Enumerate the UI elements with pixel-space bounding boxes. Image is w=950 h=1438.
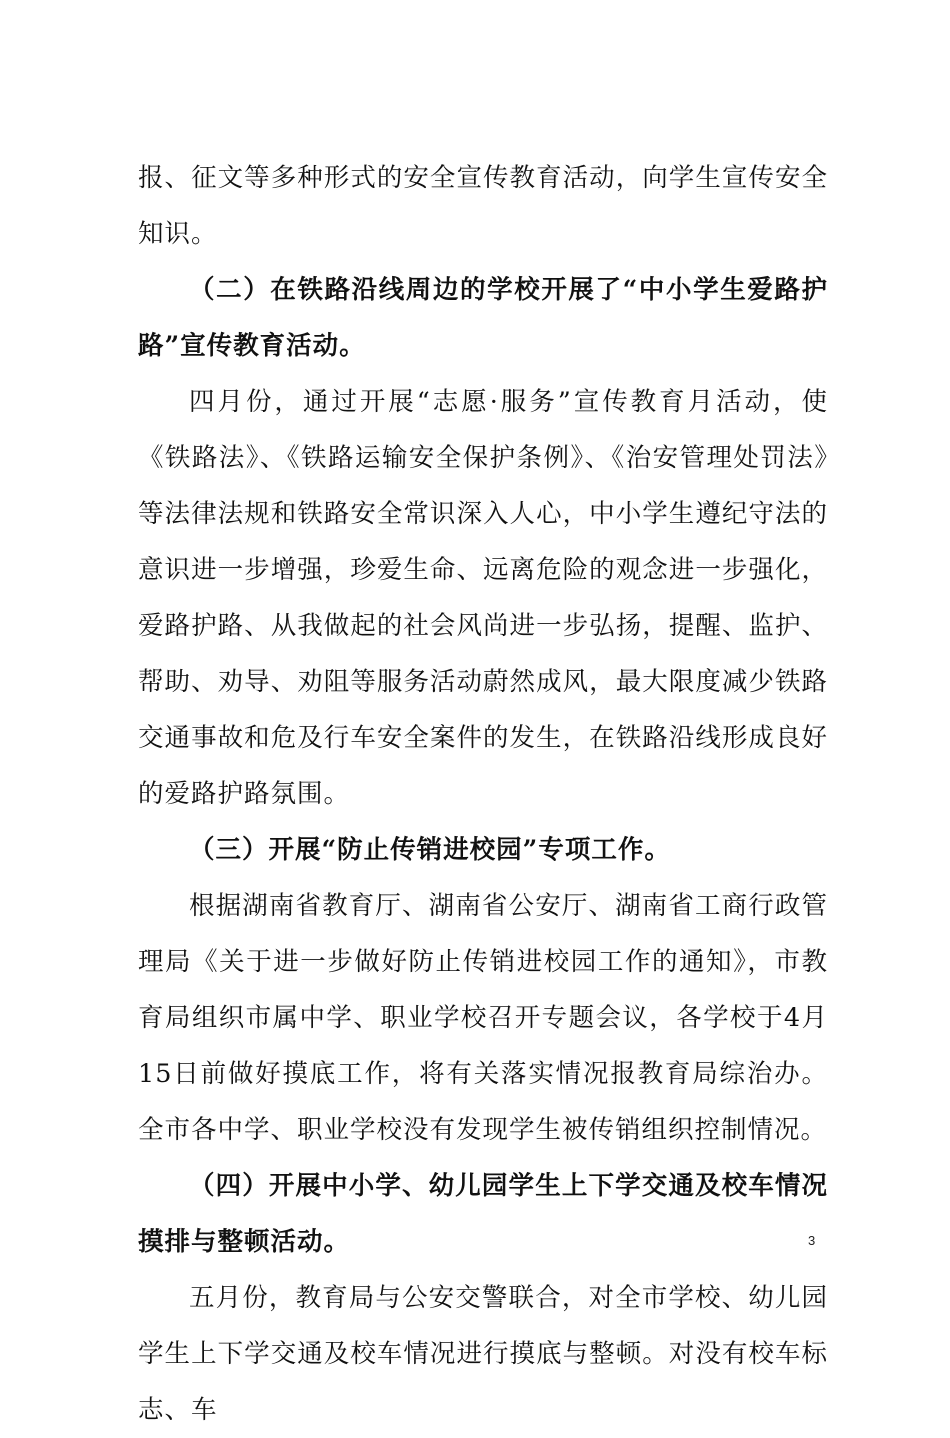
section-heading-railway-education: （二）在铁路沿线周边的学校开展了“中小学生爱路护路”宣传教育活动。 (138, 275, 828, 361)
paragraph-anti-pyramid-selling: 根据湖南省教育厅、湖南省公安厅、湖南省工商行政管理局《关于进一步做好防止传销进校园工作的通知》，市教育局组织市属中学、职业学校召开专题会议，各学校于4月15日前做好摸底工作，将有关落实情况报教育局综治办。全市各中学、职业学校没有发现学生被传销组织控制情况。 (138, 891, 828, 1145)
paragraph-railway-education: 四月份，通过开展“志愿·服务”宣传教育月活动，使《铁路法》、《铁路运输安全保护条例》、《治安管理处罚法》等法律法规和铁路安全常识深入人心，中小学生遵纪守法的意识进一步增强，珍爱生命、远离危险的观念进一步强化，爱路护路、从我做起的社会风尚进一步弘扬，提醒、监护、帮助、劝导、劝阻等服务活动蔚然成风，最大限度减少铁路交通事故和危及行车安全案件的发生，在铁路沿线形成良好的爱路护路氛围。 (138, 387, 828, 809)
page-body (138, 150, 828, 1438)
page-number: 3 (808, 1233, 816, 1248)
paragraph-school-traffic: 五月份，教育局与公安交警联合，对全市学校、幼儿园学生上下学交通及校车情况进行摸底与整顿。对没有校车标志、车 (138, 1283, 828, 1425)
paragraph-safety-education-end: 报、征文等多种形式的安全宣传教育活动，向学生宣传安全知识。 (138, 163, 828, 249)
section-heading-anti-pyramid-selling: （三）开展“防止传销进校园”专项工作。 (189, 835, 671, 865)
section-heading-school-traffic: （四）开展中小学、幼儿园学生上下学交通及校车情况摸排与整顿活动。 (138, 1171, 828, 1257)
